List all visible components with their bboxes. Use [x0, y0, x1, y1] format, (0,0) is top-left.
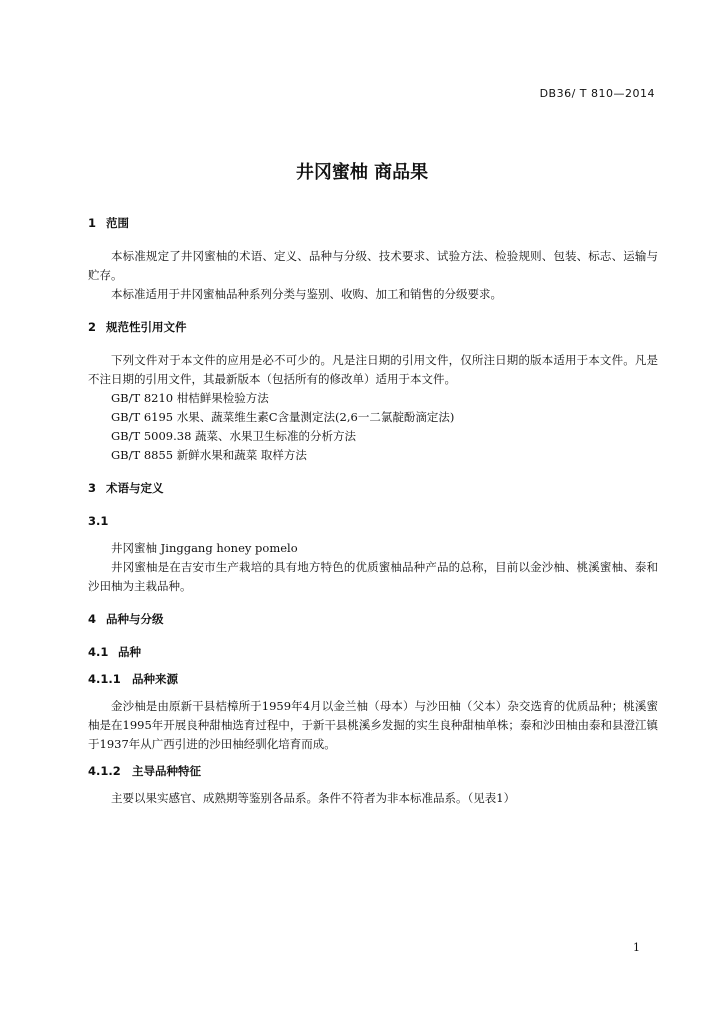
paragraph: 下列文件对于本文件的应用是必不可少的。凡是注日期的引用文件，仅所注日期的版本适用于本文件。凡是不注日期的引用文件，其最新版本（包括所有的修改单）适用于本文件。 — [88, 353, 658, 386]
section-title: 主导品种特征 — [132, 764, 201, 778]
section-4-heading — [88, 610, 658, 629]
section-number: 3 — [88, 481, 97, 495]
section-number: 4.1 — [88, 645, 109, 659]
section-title: 术语与定义 — [106, 481, 164, 495]
section-title: 规范性引用文件 — [106, 320, 187, 334]
section-2-heading — [88, 318, 658, 337]
subsection-4-1-heading — [88, 643, 658, 662]
page-number: 1 — [633, 941, 640, 954]
document-code: DB36/ T 810—2014 — [539, 87, 655, 100]
term-entry: 井冈蜜柚 Jinggang honey pomelo — [111, 541, 298, 555]
section-title: 品种来源 — [132, 672, 178, 686]
section-3-heading — [88, 479, 658, 498]
paragraph: 金沙柚是由原新干县桔樟所于1959年4月以金兰柚（母本）与沙田柚（父本）杂交选育的优质品种；桃溪蜜柚是在1995年开展良种甜柚选育过程中，于新干县桃溪乡发掘的实生良种甜柚单株；泰和沙田柚由泰和县澄江镇于1937年从广西引进的沙田柚经驯化培育而成。 — [88, 699, 658, 751]
reference-item: GB/T 5009.38 蔬菜、水果卫生标准的分析方法 — [111, 429, 357, 443]
paragraph: 主要以果实感官、成熟期等鉴别各品系。条件不符者为非本标准品系。（见表1） — [111, 791, 516, 805]
section-number: 2 — [88, 320, 97, 334]
reference-item: GB/T 8210 柑桔鲜果检验方法 — [111, 391, 269, 405]
section-title: 品种与分级 — [106, 612, 164, 626]
section-1-heading — [88, 214, 658, 233]
subsection-4-1-2-heading — [88, 762, 658, 781]
subsection-3-1-heading: 3.1 — [88, 514, 109, 528]
document-body — [88, 214, 658, 808]
subsection-4-1-1-heading — [88, 670, 658, 689]
document-title: 井冈蜜柚 商品果 — [295, 162, 429, 183]
section-number: 4.1.1 — [88, 672, 121, 686]
section-number: 1 — [88, 216, 97, 230]
paragraph: 本标准适用于井冈蜜柚品种系列分类与鉴别、收购、加工和销售的分级要求。 — [111, 287, 502, 301]
section-title: 范围 — [106, 216, 129, 230]
term-definition: 井冈蜜柚是在吉安市生产栽培的具有地方特色的优质蜜柚品种产品的总称，目前以金沙柚、桃溪蜜柚、泰和沙田柚为主栽品种。 — [88, 560, 658, 593]
section-number: 4 — [88, 612, 97, 626]
reference-item: GB/T 8855 新鲜水果和蔬菜 取样方法 — [111, 448, 307, 462]
paragraph: 本标准规定了井冈蜜柚的术语、定义、品种与分级、技术要求、试验方法、检验规则、包装、标志、运输与贮存。 — [88, 249, 658, 282]
section-title: 品种 — [118, 645, 141, 659]
reference-item: GB/T 6195 水果、蔬菜维生素C含量测定法(2,6一二氯靛酚滴定法) — [111, 410, 455, 424]
section-number: 4.1.2 — [88, 764, 121, 778]
